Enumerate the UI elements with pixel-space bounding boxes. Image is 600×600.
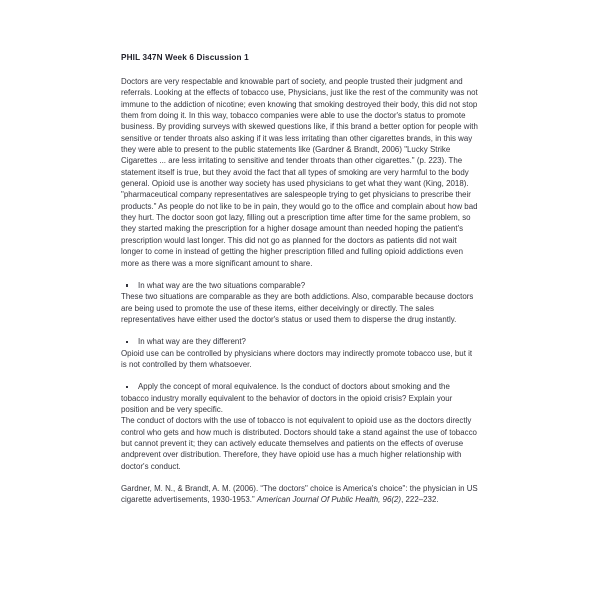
- reference-citation: [121, 483, 479, 506]
- question-prompt-3-label: Apply the concept of moral equivalence. Is the conduct of doctors about smoking and the tobacco industry morally equivalent to the behavior of doctors in the opioid crisis? Explain your position and be very specific.: [121, 382, 453, 414]
- body-paragraph: Doctors are very respectable and knowable part of society, and people trusted their judgment and referrals. Looking at the effects of tobacco use, Physicians, just like the rest of the community was not immune to the addiction of nicotine; even knowing that smoking destroyed their body, this did not stop them from doing it. In this way, tobacco companies were able to use the doctor's status to promote business. By providing surveys with skewed questions like, if this brand a better option for people with sensitive or tender throats also asking if it was less irritating than other cigarettes brands, in this way they were able to present to the public statements like (Gardner & Brandt, 2006) "Lucky Strike Cigarettes ... are less irritating to sensitive and tender throats than other cigarettes." (p. 223). The statement itself is true, but they avoid the fact that all types of smoking are very harmful to the body general. Opioid use is another way society has used physicians to get what they want (King, 2018). "pharmaceutical company representatives are salespeople trying to get physicians to prescribe their products." As people do not like to be in pain, they would go to the office and complain about how bad they hurt. The doctor soon got lazy, filling out a prescription time after time for the same problem, so they started making the prescription for a higher dosage amount than needed hoping the patient's prescription would last longer. This did not go as planned for the doctors as patients did not wait longer to come in instead of getting the higher prescription filled and fulling opioid addictions even more as there was a more significant amount to share.: [121, 77, 478, 268]
- question-answer-2: Opioid use can be controlled by physicians where doctors may indirectly promote tobacco use, but it is not controlled by them whatsoever.: [121, 348, 473, 369]
- reference-part-2: , 222–232.: [401, 495, 439, 505]
- spacer: [121, 472, 479, 483]
- spacer: [121, 370, 479, 381]
- question-answer-1: These two situations are comparable as they are both addictions. Also, comparable because doctors are being used to promote the use of these items, either deceivingly or directly. The sales representatives have either used the doctor's status or used them to disperse the drug instantly.: [121, 292, 474, 324]
- spacer: [121, 325, 479, 336]
- question-prompt-1-label: In what way are the two situations comparable?: [138, 280, 306, 290]
- question-answer-3: The conduct of doctors with the use of tobacco is not equivalent to opioid use as the doctors directly control who gets and how much is distributed. Doctors should take a stand against the use of tobacco but cannot prevent it; they can actively educate themselves and patients on the effects of overuse andprevent over distribution. Therefore, they have opioid use has a much higher relationship with doctor's conduct.: [121, 416, 477, 471]
- bullet-icon: [126, 386, 128, 388]
- document-content: [121, 52, 479, 506]
- reference-journal-title: American Journal Of Public Health, 96(2): [256, 495, 402, 505]
- page-title: PHIL 347N Week 6 Discussion 1: [121, 53, 249, 62]
- question-prompt-2-label: In what way are they different?: [138, 337, 246, 347]
- bullet-icon: [126, 341, 128, 343]
- reference-part-1: Gardner, M. N., & Brandt, A. M. (2006). “The doctors'' choice is America's choice": the physician in US cigarette advertisements, 1930-1953.”: [121, 484, 478, 505]
- spacer: [121, 269, 479, 280]
- question-prompt-3: [121, 381, 479, 415]
- bullet-icon: [126, 284, 128, 286]
- question-prompt-2: [121, 336, 479, 347]
- question-prompt-1: [121, 280, 479, 291]
